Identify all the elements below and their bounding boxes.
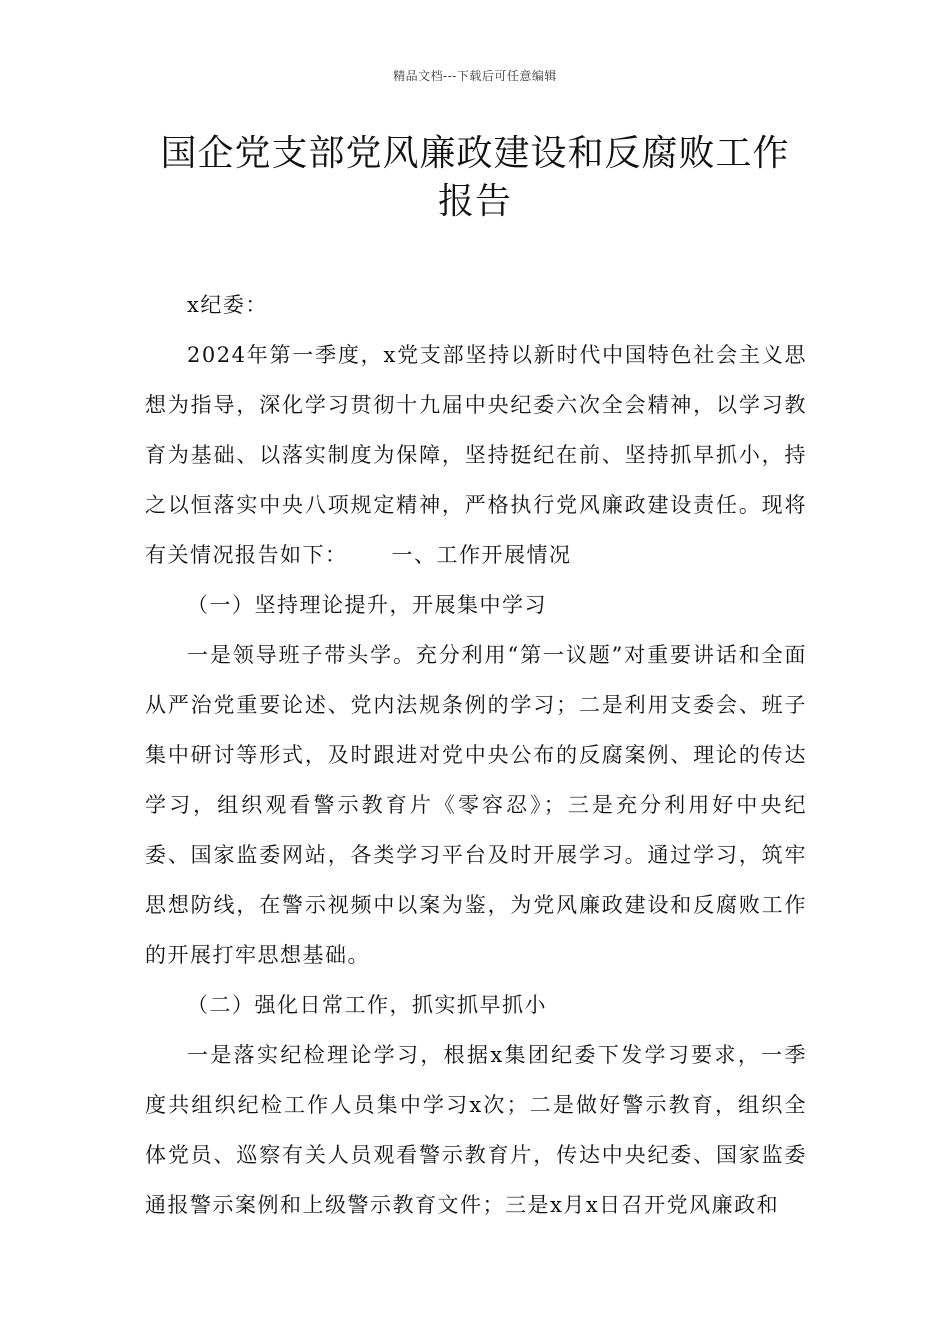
subsection-heading-1: （一）坚持理论提升，开展集中学习 [187,593,547,617]
title-line-2: 报告 [437,181,512,222]
title-line-1: 国企党支部党风廉政建设和反腐败工作 [160,133,790,174]
intro-paragraph [145,330,807,580]
header-note: 精品文档---下载后可任意编辑 [393,69,557,83]
document-title [120,130,830,226]
paragraph-daily-work: 一是落实纪检理论学习，根据x集团纪委下发学习要求，一季度共组织纪检工作人员集中学习x次；二是做好警示教育，组织全体党员、巡察有关人员观看警示教育片，传达中央纪委、国家监委通报警示案例和上级警示教育文件；三是x月x日召开党风廉政和 [145,1043,807,1217]
section-heading-1: 一、工作开展情况 [391,543,572,567]
paragraph-theory-study: 一是领导班子带头学。充分利用“第一议题”对重要讲话和全面从严治党重要论述、党内法规条例的学习；二是利用支委会、班子集中研讨等形式，及时跟进对党中央公布的反腐案例、理论的传达学习，组织观看警示教育片《零容忍》；三是充分利用好中央纪委、国家监委网站，各类学习平台及时开展学习。通过学习，筑牢思想防线，在警示视频中以案为鉴，为党风廉政建设和反腐败工作的开展打牢思想基础。 [145,643,807,967]
intro-paragraph-text: 2024年第一季度，x党支部坚持以新时代中国特色社会主义思想为指导，深化学习贯彻十九届中央纪委六次全会精神，以学习教育为基础、以落实制度为保障，坚持挺纪在前、坚持抓早抓小，持之以恒落实中央八项规定精神，严格执行党风廉政建设责任。现将有关情况报告如下： [145,343,807,567]
subsection-heading-2: （二）强化日常工作，抓实抓早抓小 [187,993,547,1017]
addressee: x纪委： [187,293,268,317]
